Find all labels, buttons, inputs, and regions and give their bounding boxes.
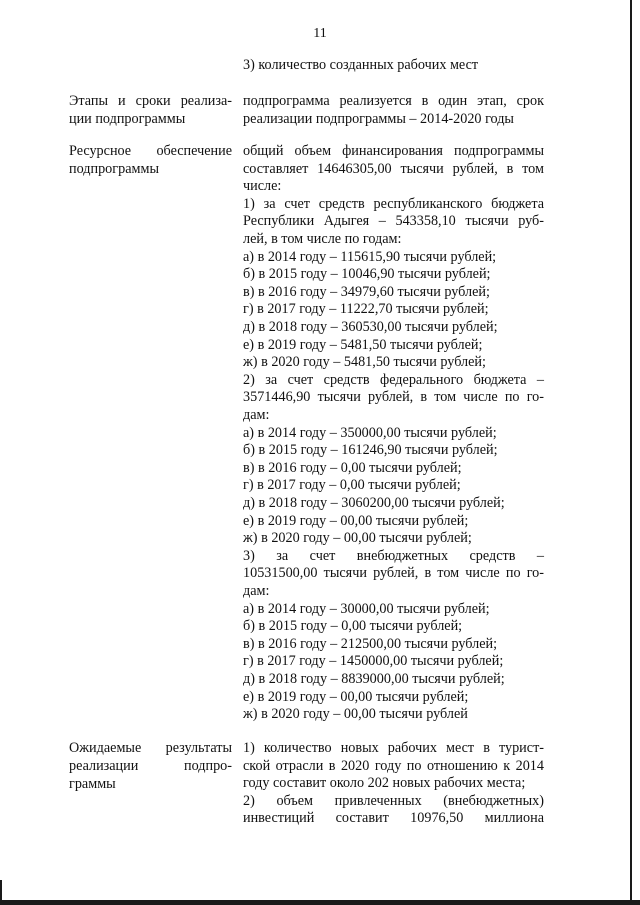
- row-content-line: е) в 2019 году – 00,00 тысячи рублей;: [243, 512, 469, 529]
- row-content-line: 10531500,00 тысячи рублей, в том числе по го-: [243, 565, 544, 582]
- row-content-line: г) в 2017 году – 11222,70 тысячи рублей;: [243, 301, 489, 318]
- row-content-line: в) в 2016 году – 0,00 тысячи рублей;: [243, 459, 462, 476]
- row-content-line: подпрограмма реализуется в один этап, срок: [243, 93, 544, 109]
- row-label-line: реализации подпро-: [69, 758, 232, 774]
- lead-line: 3) количество созданных рабочих мест: [243, 57, 479, 73]
- row-content-line: Республики Адыгея – 543358,10 тысячи руб-: [243, 213, 544, 230]
- page-number: 11: [313, 26, 327, 41]
- row-content-line: 3) за счет внебюджетных средств –: [243, 547, 544, 564]
- row-content-line: б) в 2015 году – 10046,90 тысячи рублей;: [243, 266, 491, 283]
- row-content-line: инвестиций составит 10976,50 миллиона: [243, 810, 544, 827]
- row-label-line: ции подпрограммы: [69, 111, 186, 127]
- row-content-line: числе:: [243, 178, 282, 195]
- row-content-line: а) в 2014 году – 350000,00 тысячи рублей;: [243, 424, 497, 441]
- row-label-line: Этапы и сроки реализа-: [69, 93, 232, 109]
- row-content-line: а) в 2014 году – 115615,90 тысячи рублей;: [243, 248, 497, 265]
- row-content-line: д) в 2018 году – 8839000,00 тысячи рублей;: [243, 671, 505, 687]
- row-label-line: Ожидаемые результаты: [69, 740, 232, 756]
- row-content-line: 2) за счет средств федерального бюджета –: [243, 371, 544, 388]
- row-content-line: 2) объем привлеченных (внебюджетных): [243, 792, 544, 809]
- row-content-line: б) в 2015 году – 0,00 тысячи рублей;: [243, 618, 463, 635]
- row-content-line: а) в 2014 году – 30000,00 тысячи рублей;: [243, 600, 490, 617]
- row-content-line: дам:: [243, 407, 270, 423]
- row-content-line: 1) количество новых рабочих мест в турист-: [243, 740, 544, 756]
- row-content-line: д) в 2018 году – 360530,00 тысячи рублей;: [243, 319, 498, 335]
- row-content-line: е) в 2019 году – 00,00 тысячи рублей;: [243, 688, 469, 705]
- row-content-line: в) в 2016 году – 34979,60 тысячи рублей;: [243, 283, 490, 300]
- row-content-line: ской отрасли в 2020 году по отношению к 2014: [243, 757, 544, 774]
- row-content-line: году составит около 202 новых рабочих места;: [243, 775, 526, 792]
- row-content-line: д) в 2018 году – 3060200,00 тысячи рублей;: [243, 495, 505, 511]
- scan-edge-right: [630, 0, 632, 905]
- row-content-line: лей, в том числе по годам:: [243, 231, 402, 247]
- row-content-line: б) в 2015 году – 161246,90 тысячи рублей;: [243, 442, 498, 459]
- row-content-line: реализации подпрограммы – 2014-2020 годы: [243, 111, 514, 127]
- row-content-line: е) в 2019 году – 5481,50 тысячи рублей;: [243, 336, 483, 353]
- row-content-line: ж) в 2020 году – 00,00 тысячи рублей;: [243, 530, 472, 547]
- row-label-line: граммы: [69, 776, 116, 792]
- row-content-line: 1) за счет средств республиканского бюджета: [243, 195, 544, 212]
- scan-edge-bottom: [0, 900, 640, 905]
- row-content-line: 3571446,90 тысячи рублей, в том числе по го-: [243, 389, 544, 406]
- row-content-line: общий объем финансирования подпрограммы: [243, 143, 544, 159]
- scan-edge-left: [0, 880, 2, 905]
- row-content-line: г) в 2017 году – 1450000,00 тысячи рублей;: [243, 653, 504, 670]
- row-content-line: ж) в 2020 году – 5481,50 тысячи рублей;: [243, 354, 486, 371]
- row-label-line: Ресурсное обеспечение: [69, 143, 232, 159]
- row-content-line: составляет 14646305,00 тысячи рублей, в том: [243, 160, 544, 177]
- row-label-line: подпрограммы: [69, 161, 159, 177]
- row-content-line: г) в 2017 году – 0,00 тысячи рублей;: [243, 477, 461, 494]
- row-content-line: в) в 2016 году – 212500,00 тысячи рублей;: [243, 635, 498, 652]
- row-content-line: ж) в 2020 году – 00,00 тысячи рублей: [243, 706, 468, 723]
- row-content-line: дам:: [243, 583, 270, 599]
